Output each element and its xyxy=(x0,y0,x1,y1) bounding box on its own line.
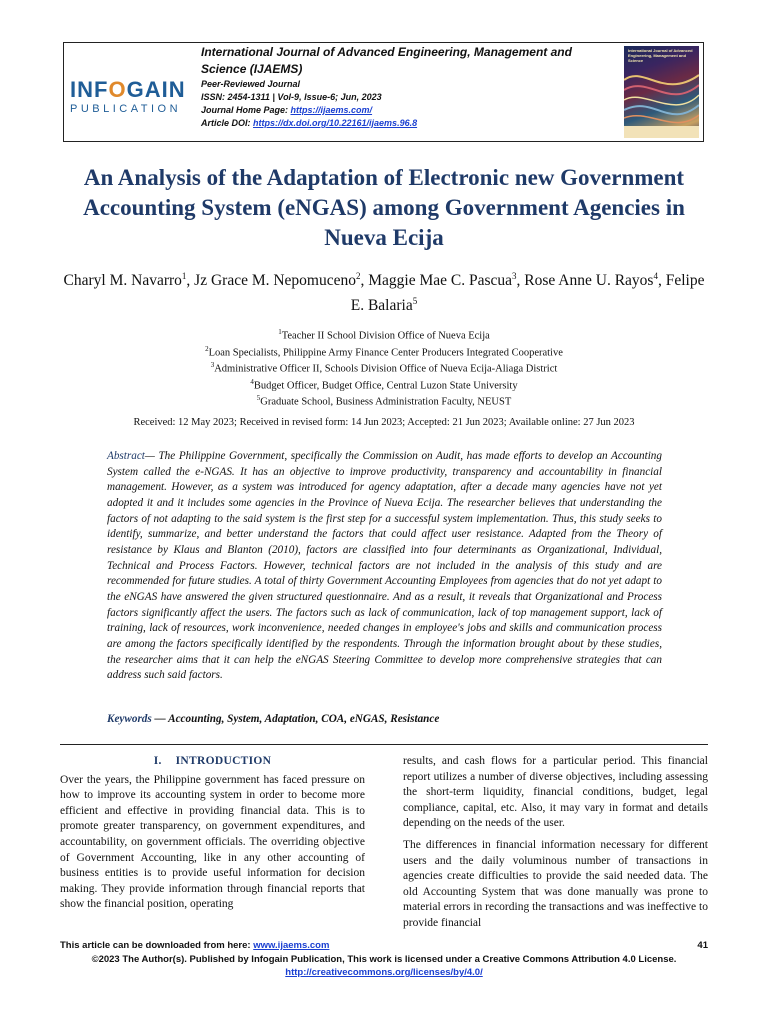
author-list xyxy=(58,266,710,316)
author: Felipe E. Balaria$^5$ xyxy=(350,272,705,315)
cover-art-icon xyxy=(624,60,699,138)
keywords-label: Keywords xyxy=(107,713,152,725)
affiliation: $^4$Budget Officer, Budget Office, Central Luzon State University xyxy=(250,377,518,391)
page-number: 41 xyxy=(697,940,708,951)
doi-line: Article DOI: https://dx.doi.org/10.22161/ijaems.96.8 xyxy=(201,118,418,128)
homepage-link[interactable]: https://ijaems.com/ xyxy=(290,105,373,115)
body-paragraph: The differences in financial information necessary for different users and the daily voluminous number of transactions in agencies create difficulties to provide the said needed data. The old Accounting System that was done manually was prone to material errors in recording the transactions and was ineffective to provide financial xyxy=(403,838,708,929)
logo-subtitle: PUBLICATION xyxy=(70,103,182,115)
peer-reviewed-label: Peer-Reviewed Journal xyxy=(201,79,301,89)
journal-info xyxy=(201,43,601,130)
cover-title: International Journal of Advanced Engineering, Management and Science xyxy=(628,48,693,63)
journal-header xyxy=(63,42,704,142)
author: Maggie Mae C. Pascua$^3$, xyxy=(368,271,525,290)
section-divider xyxy=(60,744,708,745)
affiliation: $^3$Administrative Officer II, Schools Division Office of Nueva Ecija-Aliaga District xyxy=(210,361,558,375)
abstract-text: — The Philippine Government, specifically the Commission on Audit, has made efforts to develop an Accounting System called the e-NGAS. It has an objective to improve productivity, transparency and accountability in financial management. However, as a system was introduced for agency adaptation, after a decade many agencies have not yet adopted it and it includes some agencies in the Province of Nueva Ecija. The researcher believes that understanding the factors of not adapting to the said system is the first step for a successful system implementation. Thus, this study seeks to identify, summarize, and better understand the factors that could affect user resistance. Adapted from the Theory of resistance by Klaus and Blanton (2010), factors are classified into four determinants as Organizational, Individual, Technical and Process Factors. However, technical factors are not included in the analysis of this study and are recommended for future studies. A total of thirty Government Accounting Employees from agencies that do not yet adapt to the eNGAS have answered the given structured questionnaire. And as a result, it reveals that Organizational and Process factors significantly affect the users. The factors such as lack of communication, lack of top management support, lack of training, lack of resources, work inconvenience, needed changes in employee's jobs and skills and communication process are among the factors specifically identified by the respondents. Through the information brought about by these studies, the researcher aims that it can help the eNGAS Steering Committee to develop more comprehensive strategies that can address such said factors. xyxy=(107,450,662,682)
license-text: ©2023 The Author(s). Published by Infogain Publication, This work is licensed under a Creative Commons Attribution 4.0 License. xyxy=(91,954,677,965)
infogain-logo xyxy=(70,79,190,119)
keywords xyxy=(107,713,662,725)
affiliation: $^1$Teacher II School Division Office of Nueva Ecija xyxy=(278,328,490,342)
author: Charyl M. Navarro$^1$, xyxy=(63,271,195,290)
author: Jz Grace M. Nepomuceno$^2$, xyxy=(194,271,369,290)
author: Rose Anne U. Rayos$^4$, xyxy=(524,271,666,290)
download-link[interactable]: www.ijaems.com xyxy=(253,940,330,951)
footer-license xyxy=(60,953,708,979)
affiliation: $^2$Loan Specialists, Philippine Army Finance Center Producers Integrated Cooperative xyxy=(205,344,563,358)
license-link[interactable]: http://creativecommons.org/licenses/by/4.0/ xyxy=(285,967,483,978)
body-paragraph: Over the years, the Philippine government has faced pressure on how to improve its accounting system in order to become more efficient and effective in providing financial data. This is to promote greater transparency, on government expenditures, and accountability, on government officials. The overriding objective of Government Accounting, like in any other accounting of business entities is to provide useful information for decision making. They provide information through financial reports that show the financial position, operating xyxy=(60,773,365,911)
journal-cover-image xyxy=(624,46,699,138)
section-heading: I. INTRODUCTION xyxy=(153,755,272,767)
publication-dates: Received: 12 May 2023; Received in revised form: 14 Jun 2023; Accepted: 21 Jun 2023; Available online: 27 Jun 2023 xyxy=(133,417,635,428)
issn-line: ISSN: 2454-1311 | Vol-9, Issue-6; Jun, 2023 xyxy=(201,92,382,102)
paper-title: An Analysis of the Adaptation of Electronic new Government Accounting System (eNGAS) among Government Agencies in Nueva Ecija xyxy=(83,165,685,250)
keywords-text: — Accounting, System, Adaptation, COA, eNGAS, Resistance xyxy=(151,713,440,725)
affiliation: $^5$Graduate School, Business Administration Faculty, NEUST xyxy=(256,394,512,408)
abstract xyxy=(107,449,662,684)
body-column-right xyxy=(403,754,708,938)
logo-wordmark: INFOGAIN xyxy=(70,77,186,102)
homepage-line: Journal Home Page: https://ijaems.com/ xyxy=(201,105,373,115)
footer-download: This article can be downloaded from here: www.ijaems.com 41 xyxy=(60,940,708,951)
body-column-left xyxy=(60,754,365,919)
journal-name: International Journal of Advanced Engineering, Management and Science (IJAEMS) xyxy=(201,45,572,76)
body-paragraph: results, and cash flows for a particular period. This financial report utilizes a number of diverse objectives, including assessing the short-term liquidity, financial conditions, budget, legal compliance, capital, etc. Also, it may vary in format and details depending on the needs of the user. xyxy=(403,755,708,830)
doi-link[interactable]: https://dx.doi.org/10.22161/ijaems.96.8 xyxy=(253,118,418,128)
abstract-label: Abstract xyxy=(107,450,145,462)
affiliations xyxy=(100,326,668,409)
